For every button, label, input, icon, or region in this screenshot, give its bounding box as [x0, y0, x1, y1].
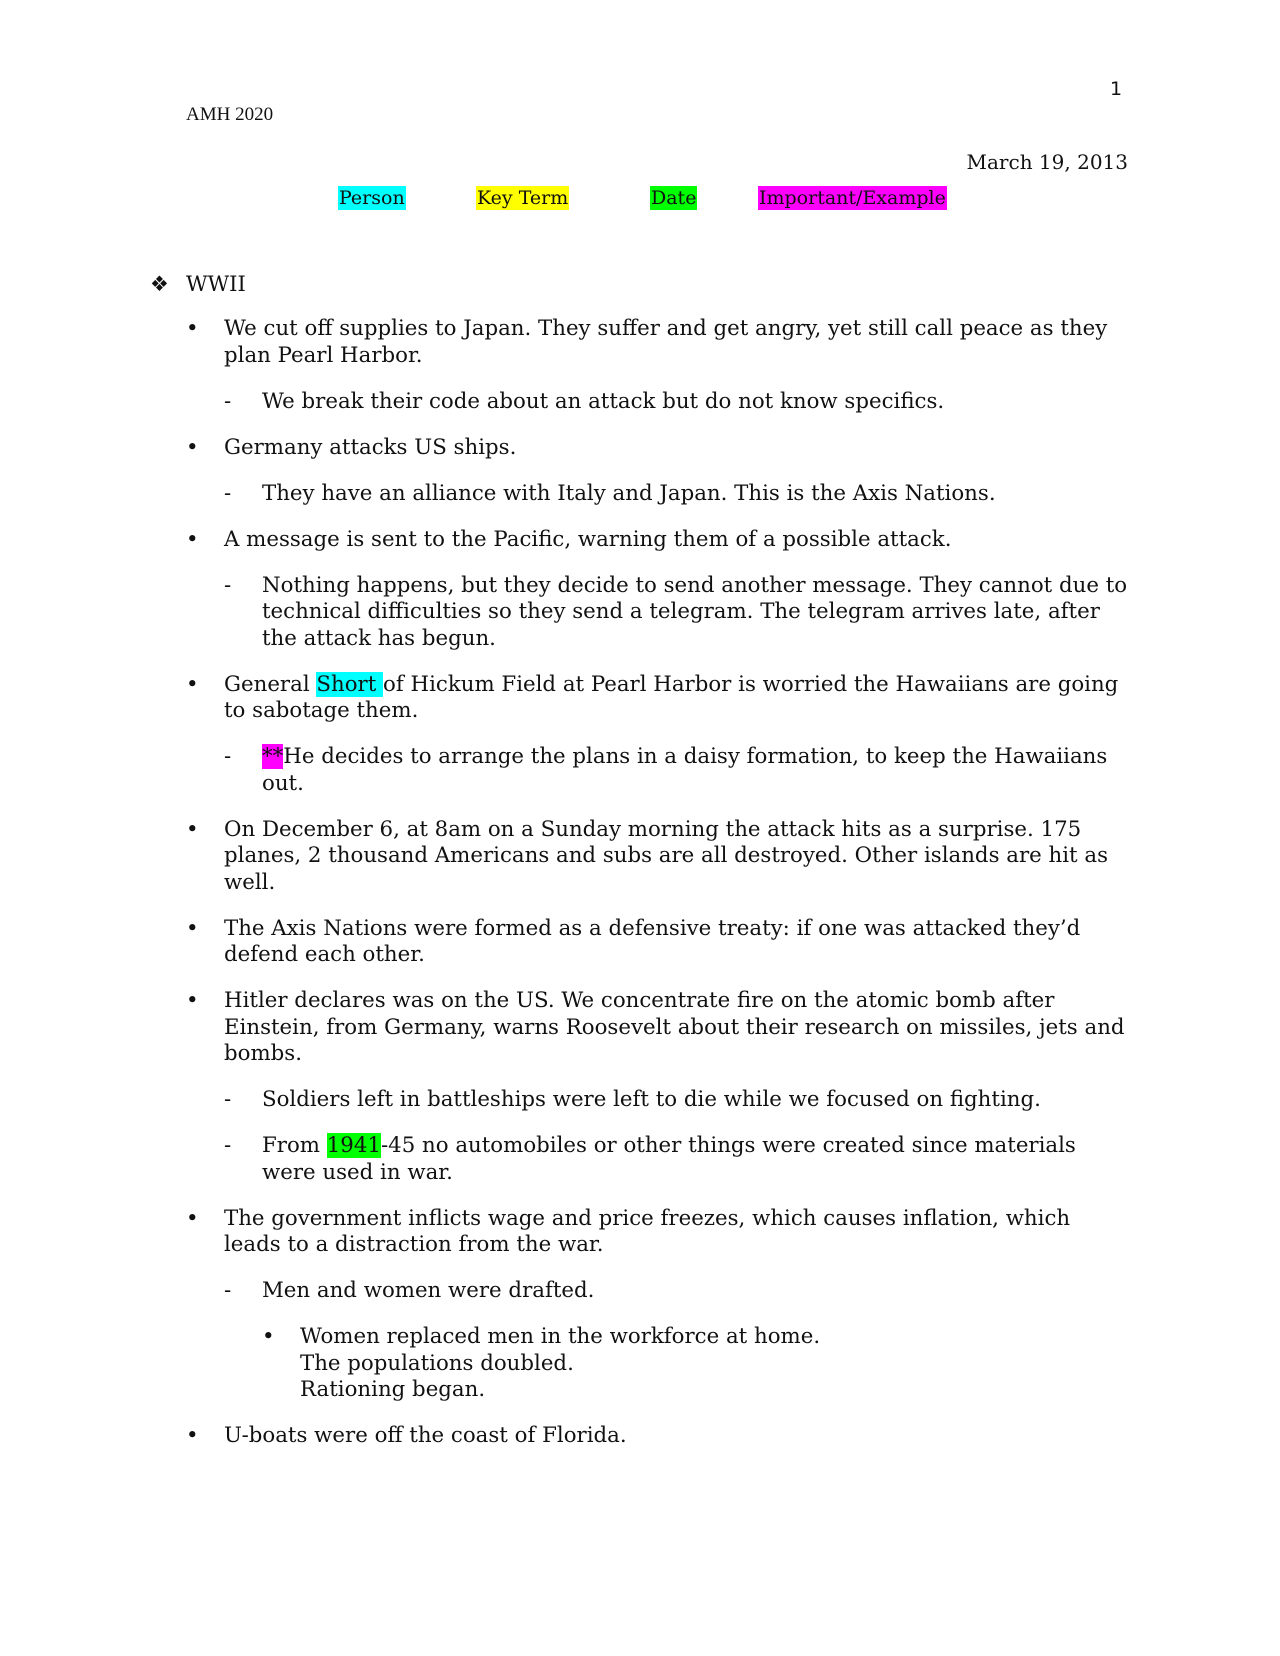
list-item — [186, 988, 1131, 1068]
item-text: We break their code about an attack but do not know specifics. — [262, 388, 945, 414]
item-text: They have an alliance with Italy and Japan. This is the Axis Nations. — [262, 480, 996, 506]
item-text: Nothing happens, but they decide to send another message. They cannot due to technical difficulties so they send a telegram. The telegram arrives late, after the attack has begun. — [262, 572, 1128, 651]
sub-list-item — [224, 1087, 1131, 1114]
item-text: The Axis Nations were formed as a defensive treaty: if one was attacked they’d defend each other. — [224, 915, 1081, 967]
bullet-icon: • — [186, 526, 199, 552]
sub-sub-list-item — [262, 1324, 1131, 1404]
highlight-legend — [0, 186, 1280, 216]
item-text-pre: General — [224, 671, 317, 697]
list-item — [186, 672, 1131, 725]
sub-list-item — [224, 744, 1131, 797]
item-text: Hitler declares was on the US. We concentrate fire on the atomic bomb after Einstein, from Germany, warns Roosevelt about their research on missiles, jets and bombs. — [224, 988, 1125, 1066]
bullet-icon: • — [262, 1324, 275, 1349]
list-item — [186, 1206, 1131, 1259]
item-text: The government inflicts wage and price freezes, which causes inflation, which leads to a distraction from the war. — [224, 1205, 1071, 1257]
diamond-bullet-icon: ❖ — [150, 272, 169, 296]
person-highlight: Short — [316, 671, 384, 697]
item-text-pre: From — [262, 1133, 327, 1158]
list-item — [186, 817, 1131, 897]
item-line: The populations doubled. — [300, 1350, 574, 1376]
list-item — [186, 916, 1131, 969]
course-code: AMH 2020 — [186, 104, 274, 125]
item-text-post: of Hickum Field at Pearl Harbor is worried the Hawaiians are going to sabotage them. — [224, 671, 1119, 723]
item-line: Women replaced men in the workforce at home. — [300, 1324, 821, 1349]
item-text: He decides to arrange the plans in a daisy formation, to keep the Hawaiians out. — [262, 744, 1108, 796]
section-heading — [150, 272, 246, 296]
item-text: A message is sent to the Pacific, warning them of a possible attack. — [224, 526, 952, 552]
list-item — [186, 435, 1131, 462]
notes-list — [186, 316, 1131, 1469]
sub-list-item — [224, 481, 1131, 508]
dash-icon: - — [224, 1133, 232, 1158]
legend-important: Important/Example — [759, 187, 946, 209]
legend-key-term: Key Term — [477, 187, 569, 209]
page-number: 1 — [1110, 78, 1123, 100]
item-text: We cut off supplies to Japan. They suffer and get angry, yet still call peace as they plan Pearl Harbor. — [224, 316, 1108, 368]
item-text: On December 6, at 8am on a Sunday morning the attack hits as a surprise. 175 planes, 2 thousand Americans and subs are all destroyed. Other islands are hit as well. — [224, 816, 1108, 895]
dash-icon: - — [224, 388, 232, 414]
list-item — [186, 527, 1131, 554]
section-title: WWII — [186, 272, 246, 296]
sub-list-item — [224, 573, 1131, 653]
item-text-post: -45 no automobiles or other things were created since materials were used in war. — [262, 1133, 1076, 1185]
bullet-icon: • — [186, 1205, 199, 1231]
dash-icon: - — [224, 744, 232, 769]
dash-icon: - — [224, 1278, 232, 1303]
item-line: Rationing began. — [300, 1377, 486, 1402]
list-item — [186, 316, 1131, 369]
list-item — [186, 1423, 1131, 1450]
bullet-icon: • — [186, 915, 199, 941]
item-text: U-boats were off the coast of Florida. — [224, 1423, 627, 1448]
sub-list-item — [224, 1278, 1131, 1305]
important-highlight: ** — [262, 744, 284, 769]
legend-person: Person — [339, 187, 405, 209]
item-text: Soldiers left in battleships were left to die while we focused on fighting. — [262, 1087, 1041, 1112]
dash-icon: - — [224, 480, 232, 506]
bullet-icon: • — [186, 988, 199, 1013]
dash-icon: - — [224, 572, 232, 598]
bullet-icon: • — [186, 316, 199, 341]
document-date: March 19, 2013 — [966, 150, 1128, 174]
bullet-icon: • — [186, 1423, 199, 1448]
legend-date: Date — [651, 187, 697, 209]
dash-icon: - — [224, 1087, 232, 1112]
sub-list-item — [224, 1133, 1131, 1186]
bullet-icon: • — [186, 671, 199, 697]
bullet-icon: • — [186, 434, 199, 460]
sub-list-item — [224, 389, 1131, 416]
date-highlight: 1941 — [326, 1133, 381, 1158]
item-text: Germany attacks US ships. — [224, 434, 517, 460]
item-text: Men and women were drafted. — [262, 1278, 595, 1303]
bullet-icon: • — [186, 816, 199, 842]
